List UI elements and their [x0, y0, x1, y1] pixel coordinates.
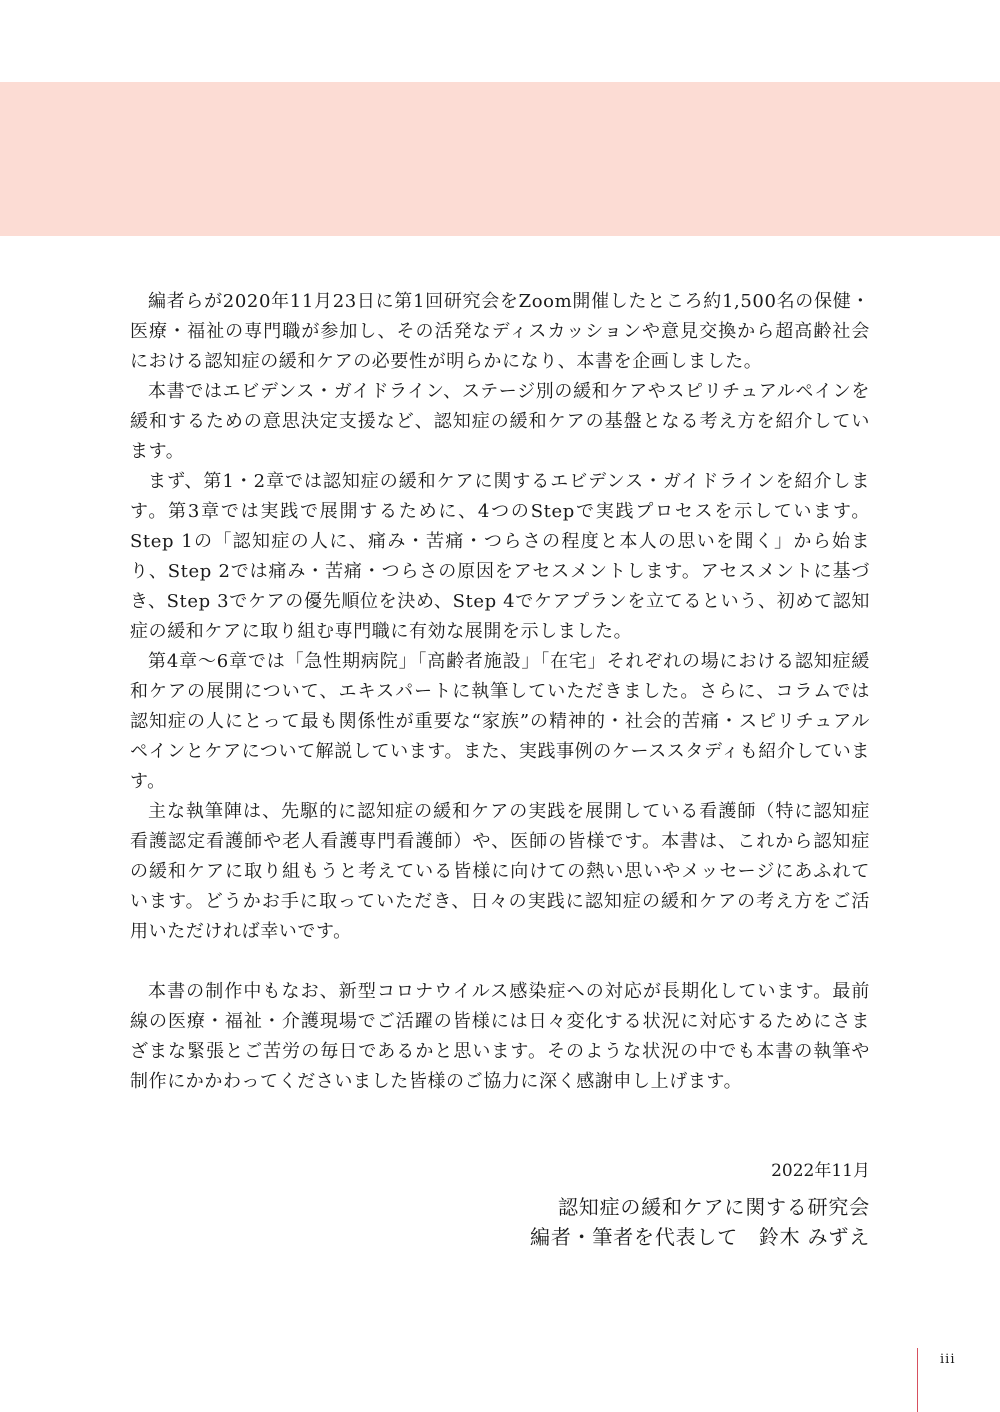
paragraph-2: 本書ではエビデンス・ガイドライン、ステージ別の緩和ケアやスピリチュアルペインを緩和するための意思決定支援など、認知症の緩和ケアの基盤となる考え方を紹介しています。	[130, 381, 870, 462]
header-band	[0, 82, 1000, 236]
page-number: iii	[940, 1352, 956, 1367]
paragraph-6: 本書の制作中もなお、新型コロナウイルス感染症への対応が長期化しています。最前線の医療・福祉・介護現場でご活躍の皆様には日々変化する状況に対応するためにさまざまな緊張とご苦労の毎日であるかと思います。そのような状況の中でも本書の執筆や制作にかかわってくださいました皆様のご協力に深く感謝申し上げます。	[130, 981, 870, 1092]
signature-block	[530, 1160, 870, 1252]
signature-representative: 編者・筆者を代表して 鈴木 みずえ	[530, 1225, 870, 1249]
paragraph-5: 主な執筆陣は、先駆的に認知症の緩和ケアの実践を展開している看護師（特に認知症看護認定看護師や老人看護専門看護師）や、医師の皆様です。本書は、これから認知症の緩和ケアに取り組もうと考えている皆様に向けての熱い思いやメッセージにあふれています。どうかお手に取っていただき、日々の実践に認知症の緩和ケアの考え方をご活用いただければ幸いです。	[130, 801, 870, 942]
paragraph-4: 第4章〜6章では「急性期病院」「高齢者施設」「在宅」それぞれの場における認知症緩和ケアの展開について、エキスパートに執筆していただきました。さらに、コラムでは認知症の人にとって最も関係性が重要な“家族”の精神的・社会的苦痛・スピリチュアルペインとケアについて解説しています。また、実践事例のケーススタディも紹介しています。	[130, 651, 870, 792]
signature-date: 2022年11月	[771, 1161, 870, 1181]
paragraph-3: まず、第1・2章では認知症の緩和ケアに関するエビデンス・ガイドラインを紹介します。第3章では実践で展開するために、4つのStepで実践プロセスを示しています。Step 1の「認知症の人に、痛み・苦痛・つらさの程度と本人の思いを聞く」から始まり、Step 2では痛み・苦痛・つらさの原因をアセスメントします。アセスメントに基づき、Step 3でケアの優先順位を決め、Step 4でケアプランを立てるという、初めて認知症の緩和ケアに取り組む専門職に有効な展開を示しました。	[130, 471, 870, 642]
preface-body	[130, 287, 870, 1097]
paragraph-1: 編者らが2020年11月23日に第1回研究会をZoom開催したところ約1,500名の保健・医療・福祉の専門職が参加し、その活発なディスカッションや意見交換から超高齢社会における認知症の緩和ケアの必要性が明らかになり、本書を企画しました。	[130, 291, 870, 372]
signature-organization: 認知症の緩和ケアに関する研究会	[558, 1195, 870, 1219]
folio-rule	[917, 1348, 918, 1412]
